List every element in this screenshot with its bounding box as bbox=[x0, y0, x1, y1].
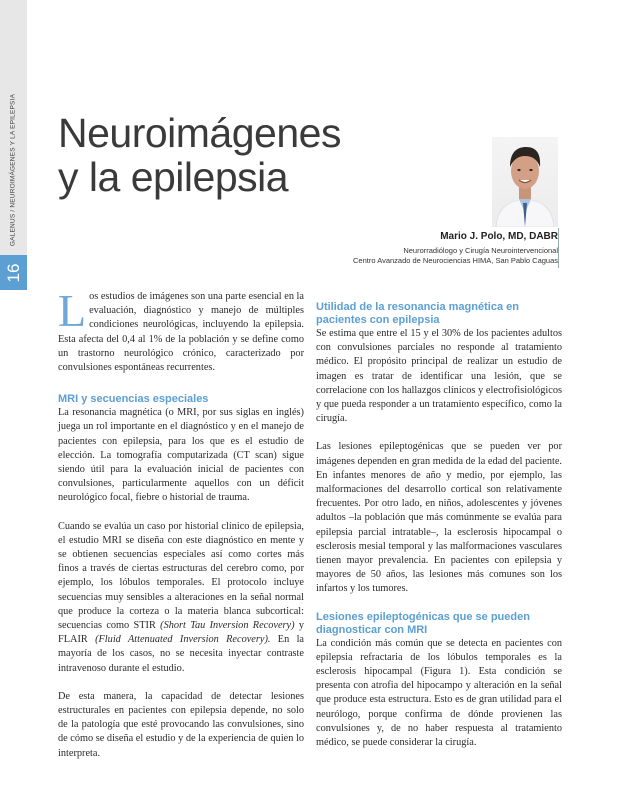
right-column bbox=[316, 290, 562, 750]
author-affiliation bbox=[353, 246, 558, 266]
page-number-box bbox=[0, 255, 27, 290]
heading-mri: MRI y secuencias especiales bbox=[58, 393, 209, 406]
author-name: Mario J. Polo, MD, DABR bbox=[440, 231, 558, 242]
heading-utility: Utilidad de la resonancia magnética en pacientes con epilepsia bbox=[316, 301, 519, 326]
article-title bbox=[58, 111, 341, 199]
flair-term: (Fluid Attenuated Inversion Recovery). bbox=[95, 634, 271, 646]
sidebar-band bbox=[0, 0, 27, 290]
running-header: GALENUS / NEUROIMÁGENES Y LA EPILEPSIA bbox=[9, 93, 17, 247]
protocol-text-c: En la mayoría de los casos, no se necesita inyectar contraste intravenoso durante el estudio. bbox=[58, 634, 305, 674]
protocol-text-b: y FLAIR bbox=[58, 620, 304, 646]
author-role: Neurorradiólogo y Cirugía Neurointervencional bbox=[403, 246, 558, 255]
drop-cap: L bbox=[58, 285, 87, 336]
paragraph-utility: Se estima que entre el 15 y el 30% de los pacientes adultos con convulsiones parciales no responde al tratamiento médico. El propósito principal de realizar un estudio de imagen es tratar de identificar una lesión, que se correlacione con los hallazgos clínicos y electrofisiológicos y que pueda responder a un tratamiento específico, como la cirugía. bbox=[316, 328, 562, 425]
protocol-text-a: Cuando se evalúa un caso por historial clínico de epilepsia, el estudio MRI se diseña con este diagnóstico en mente y se obtienen secuencias especiales así como cortes más finos a través de ciertas estructuras del cerebro como, por ejemplo, los lóbulos temporales. El protocolo incluye secuencias muy sensibles a alteraciones en la señal normal que produce la corteza o la materia blanca subcortical: secuencias como STIR bbox=[58, 520, 304, 632]
paragraph-lesions-age: Las lesiones epileptogénicas que se pueden ver por imágenes dependen en gran medida de la edad del paciente. En infantes menores de año y medio, por ejemplo, las malformaciones del desarrollo cortical son relativamente frecuentes. Por otro lado, en niños, adolescentes y jóvenes adultos –la población que más comúnmente se evalúa para epilepsia parcial intratable–, la esclerosis hipocampal o esclerosis mesial temporal y las malformaciones vasculares tienen mayor prevalencia. En pacientes con epilepsia y mayores de 50 años, las lesiones más comunes son los infartos y los tumores. bbox=[316, 441, 562, 595]
paragraph-mri: La resonancia magnética (o MRI, por sus siglas en inglés) juega un rol importante en el diagnóstico y en el manejo de pacientes con epilepsia, para los que es el estudio de elección. La tomografía computarizada (CT scan) sigue siendo útil para la evaluación inicial de pacientes con convulsiones, particularmente aquellos con un déficit neurológico focal, fiebre o historial de trauma. bbox=[58, 407, 304, 504]
paragraph-protocol bbox=[58, 520, 304, 676]
title-line-2: y la epilepsia bbox=[58, 154, 289, 200]
intro-paragraph bbox=[58, 285, 304, 375]
paragraph-detection: De esta manera, la capacidad de detectar lesiones estructurales en pacientes con epilepsia depende, no solo de la patología que esté provocando las convulsiones, sino de cómo se diseña el estudio y de la experiencia de quien lo interpreta. bbox=[58, 690, 304, 759]
intro-text: os estudios de imágenes son una parte esencial en la evaluación, diagnóstico y manejo de múltiples condiciones neurológicas, incluyendo la epilepsia. Esta afecta del 0,4 al 1% de la población y se define como un trastorno neurológico crónico, caracterizado por convulsiones espontáneas recurrentes. bbox=[58, 291, 304, 374]
left-column bbox=[58, 285, 305, 761]
title-line-1: Neuroimágenes bbox=[58, 110, 341, 156]
author-photo bbox=[492, 137, 558, 227]
page-number: 16 bbox=[3, 263, 23, 282]
heading-lesions-mri: Lesiones epileptogénicas que se pueden diagnosticar con MRI bbox=[316, 610, 530, 636]
author-portrait-icon bbox=[492, 137, 558, 227]
stir-term: (Short Tau Inversion Recovery) bbox=[160, 620, 295, 632]
author-institution: Centro Avanzado de Neurociencias HIMA, San Pablo Caguas bbox=[353, 256, 558, 265]
author-divider bbox=[558, 228, 559, 268]
paragraph-hippocampal: La condición más común que se detecta en pacientes con epilepsia refractaria de los lóbulos temporales es la esclerosis hipocampal (Figura 1). Esta condición se presenta con atrofia del hipocampo y alteración en la señal que produce esta estructura. Esto es de gran utilidad para el neurólogo, porque confirma de dónde provienen las convulsiones y, de no haber respuesta al tratamiento médico, se puede considerar la cirugía. bbox=[316, 637, 562, 749]
